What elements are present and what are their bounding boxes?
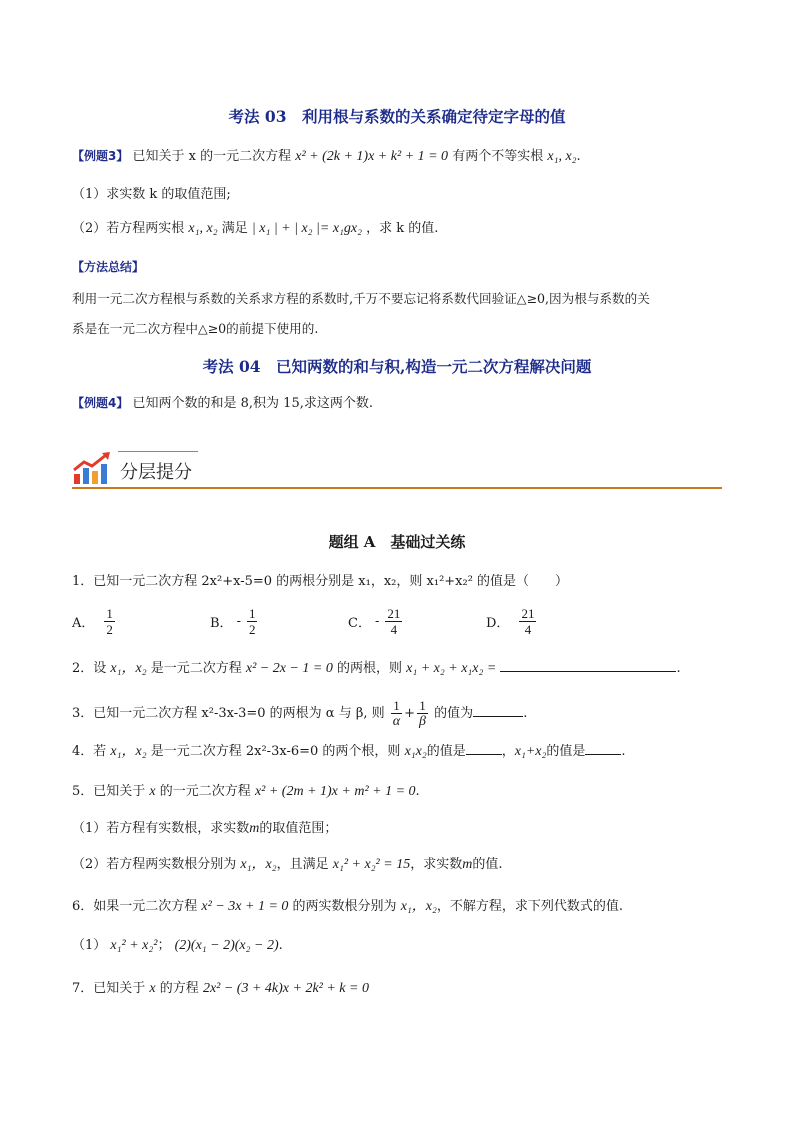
q7-var: x <box>149 981 156 996</box>
q2-expression: x₁ + x₂ + x₁x₂ = <box>406 661 497 676</box>
q5-sub2-mid: ，且满足 <box>276 857 329 872</box>
q2-answer-blank[interactable] <box>500 658 676 672</box>
q1-option-b-label: B． <box>210 616 233 631</box>
q1-option-a-frac: $\frac{1}{2}$ <box>106 606 113 637</box>
example3-q2-pre: （2）若方程两实根 <box>72 221 185 236</box>
q2-mid: 是一元二次方程 <box>150 661 242 676</box>
section-top-rule <box>118 451 198 452</box>
q1-option-b-sign: - <box>236 614 241 629</box>
q1-option-a-label: A． <box>72 616 95 631</box>
chart-growth-icon <box>72 452 112 486</box>
q5-sub1-end: 的取值范围； <box>259 821 338 836</box>
q1-option-a[interactable] <box>72 606 117 637</box>
q5-mid: 的一元二次方程 <box>159 784 251 799</box>
q2-equation: x² − 2x − 1 = 0 <box>245 661 333 676</box>
q4-mid3: 的值是 <box>546 744 586 759</box>
q6-pre: 6．如果一元二次方程 <box>72 899 198 914</box>
q5-line <box>72 783 420 801</box>
summary-line1: 利用一元二次方程根与系数的关系求方程的系数时,千万不要忘记将系数代回验证△≥0,因为根与系数的关 <box>72 291 650 306</box>
example4-text: 已知两个数的和是 8,积为 15,求这两个数. <box>132 396 373 411</box>
q6-vars: x₁，x₂ <box>400 899 437 914</box>
q5-sub1 <box>72 820 337 838</box>
q3-plus: + <box>404 706 416 721</box>
q6-sub2-expr: (2)(x₁ − 2)(x₂ − 2) <box>174 938 279 953</box>
q1-option-c[interactable] <box>348 606 404 637</box>
q2-vars: x₁，x₂ <box>110 661 147 676</box>
q5-pre: 5．已知关于 <box>72 784 146 799</box>
q5-sub2-post: ，求实数 <box>410 857 463 872</box>
q3-answer-blank[interactable] <box>473 703 523 717</box>
q2-end: . <box>676 661 681 676</box>
q6-end: . <box>278 938 283 953</box>
q5-sub1-var: m <box>249 821 260 836</box>
q6-sub1-label: （1） <box>72 938 107 953</box>
q2-post: 的两根，则 <box>337 661 403 676</box>
q5-equation: x² + (2m + 1)x + m² + 1 = 0 <box>254 784 416 799</box>
group-a-title: 题组 A 基础过关练 <box>328 533 466 551</box>
q6-line <box>72 898 623 916</box>
example3-q2-cond: | x₁ | + | x₂ |= x₁gx₂ <box>251 221 363 236</box>
q5-sub2-pre: （2）若方程两实数根分别为 <box>72 857 237 872</box>
q5-sub2 <box>72 856 502 874</box>
q1-option-c-sign: - <box>374 614 380 629</box>
q5-sub2-end: 的值. <box>472 857 503 872</box>
q5-sub2-var: m <box>462 857 473 872</box>
section-label: 分层提分 <box>120 462 192 483</box>
q6-mid: 的两实数根分别为 <box>292 899 397 914</box>
method04-title: 考法 04 已知两数的和与积,构造一元二次方程解决问题 <box>202 357 592 376</box>
q7-line <box>72 980 369 998</box>
q3-frac-alpha: $\frac{1}{\alpha}$ <box>392 698 401 729</box>
method03-title: 考法 03 利用根与系数的关系确定待定字母的值 <box>228 107 566 126</box>
q5-end: . <box>415 784 420 799</box>
q2-line <box>72 658 681 678</box>
example3-q2-mid: 满足 <box>221 221 248 236</box>
q1-option-c-frac: $\frac{21}{4}$ <box>387 606 401 637</box>
q5-var: x <box>149 784 156 799</box>
example3-tag: 【例题3】 <box>72 149 129 163</box>
example3-q1: （1）求实数 k 的取值范围; <box>72 187 231 202</box>
q3-line <box>72 698 527 729</box>
example4-line <box>72 394 373 413</box>
q7-equation: 2x² − (3 + 4k)x + 2k² + k = 0 <box>202 981 369 996</box>
example3-intro: 已知关于 x 的一元二次方程 <box>132 149 292 164</box>
example3-q2-roots: x₁, x₂ <box>188 221 218 236</box>
q6-post: ，不解方程，求下列代数式的值. <box>436 899 623 914</box>
q4-product: x₁x₂ <box>404 744 427 759</box>
q4-blank-sum[interactable] <box>585 741 621 755</box>
example3-equation: x² + (2k + 1)x + k² + 1 = 0 <box>295 149 449 164</box>
q3-frac-beta: $\frac{1}{\beta}$ <box>419 698 427 729</box>
section-rule <box>72 487 722 489</box>
q7-pre: 7．已知关于 <box>72 981 146 996</box>
q1-option-d-label: D． <box>486 616 510 631</box>
q6-equation: x² − 3x + 1 = 0 <box>201 899 289 914</box>
q1-option-b-frac: $\frac{1}{2}$ <box>248 606 256 637</box>
summary-tag <box>72 258 144 277</box>
q5-sub2-vars: x₁，x₂ <box>240 857 277 872</box>
q4-blank-product[interactable] <box>466 741 502 755</box>
summary-line2: 系是在一元二次方程中△≥0的前提下使用的. <box>72 321 319 336</box>
example3-tail: 有两个不等实根 <box>452 149 544 164</box>
example3-q2 <box>72 220 438 238</box>
q4-mid2: 的值是 <box>426 744 466 759</box>
q4-pre: 4．若 <box>72 744 107 759</box>
q3-pre: 3．已知一元二次方程 x²-3x-3=0 的两根为 α 与 β, 则 <box>72 706 385 721</box>
summary-tag-text: 【方法总结】 <box>72 260 145 274</box>
q3-post: 的值为 <box>434 706 474 721</box>
q4-end: . <box>621 744 626 759</box>
q5-sub1-text: （1）若方程有实数根，求实数 <box>72 821 250 836</box>
q4-vars: x₁，x₂ <box>110 744 147 759</box>
example4-tag: 【例题4】 <box>72 396 129 410</box>
q4-line: 4．若 x₁，x₂ 是一元二次方程 2x²-3x-6=0 的两个根，则 x₁x₂的值是 ，x₁+x₂的值是 . <box>72 741 626 761</box>
q4-sum: x₁+x₂ <box>514 744 547 759</box>
q6-sub1-expr: x₁² + x₂² <box>110 938 158 953</box>
q1-option-c-label: C． <box>348 616 371 631</box>
q5-sub2-cond: x₁² + x₂² = 15 <box>332 857 411 872</box>
q1-option-d-frac: $\frac{21}{4}$ <box>521 606 535 637</box>
q4-mid: 是一元二次方程 2x²-3x-6=0 的两个根，则 <box>150 744 401 759</box>
q6-subs <box>72 937 283 955</box>
q3-end: . <box>523 706 528 721</box>
q2-pre: 2．设 <box>72 661 107 676</box>
example3-line: 【例题3】 已知关于 x 的一元二次方程 x² + (2k + 1)x + k² + 1 = 0 有两个不等实根 x₁, x₂. <box>72 149 581 164</box>
q7-mid: 的方程 <box>159 981 199 996</box>
q6-separator: ； <box>157 938 171 953</box>
q1-option-b[interactable] <box>210 606 259 637</box>
example3-q2-post: ，求 k 的值. <box>366 221 439 236</box>
q1-text: 1．已知一元二次方程 2x²+x-5=0 的两根分别是 x₁，x₂，则 x₁²+x₂² 的值是（ ） <box>72 574 569 589</box>
q1-option-d[interactable] <box>486 606 538 637</box>
example3-roots: x₁, x₂ <box>547 149 577 164</box>
